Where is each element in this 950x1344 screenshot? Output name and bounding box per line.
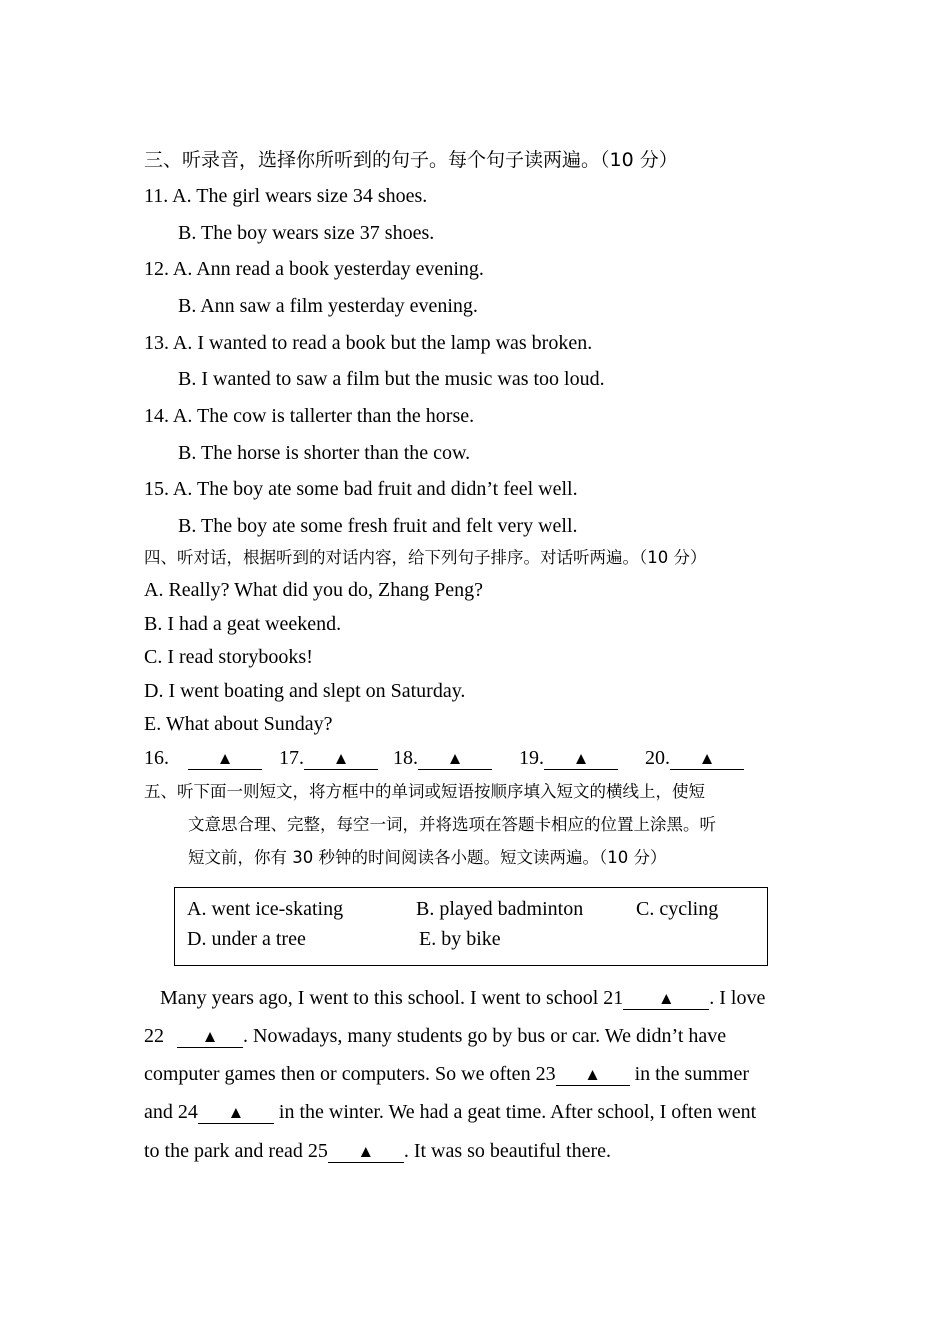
option-e: E. by bike bbox=[419, 928, 501, 950]
blank-18[interactable]: ▲ bbox=[418, 749, 492, 770]
passage-text: in the winter. We had a geat time. After school, I often went bbox=[273, 1101, 757, 1123]
blank-22[interactable]: ▲ bbox=[177, 1027, 243, 1048]
passage-text: Many years ago, I went to this school. I went to school 21 bbox=[160, 987, 624, 1009]
blank-25[interactable]: ▲ bbox=[328, 1142, 404, 1163]
blank-16-number: 16. bbox=[144, 747, 169, 769]
dialog-sentence-d: D. I went boating and slept on Saturday. bbox=[144, 680, 466, 702]
passage-line-4 bbox=[144, 1100, 756, 1124]
blank-21[interactable]: ▲ bbox=[623, 989, 709, 1010]
passage-line-5 bbox=[144, 1139, 611, 1163]
q14-option-b: B. The horse is shorter than the cow. bbox=[178, 442, 471, 464]
passage-text: and 24 bbox=[144, 1101, 198, 1123]
blank-16[interactable]: ▲ bbox=[188, 749, 262, 770]
passage-text: . It was so beautiful there. bbox=[403, 1140, 611, 1162]
section5-heading-line2: 文意思合理、完整，每空一词，并将选项在答题卡相应的位置上涂黑。听 bbox=[188, 815, 716, 834]
dialog-sentence-e: E. What about Sunday? bbox=[144, 713, 333, 735]
options-box bbox=[174, 887, 768, 966]
q12-option-a: 12. A. Ann read a book yesterday evening. bbox=[144, 258, 484, 280]
section5-heading-line3: 短文前，你有 30 秒钟的时间阅读各小题。短文读两遍。（10 分） bbox=[188, 848, 667, 867]
q14-option-a: 14. A. The cow is tallerter than the horse. bbox=[144, 405, 475, 427]
passage-text: computer games then or computers. So we often 23 bbox=[144, 1063, 556, 1085]
option-c: C. cycling bbox=[636, 898, 719, 920]
blank-17-number: 17. bbox=[279, 747, 304, 769]
q11-option-a: 11. A. The girl wears size 34 shoes. bbox=[144, 185, 428, 207]
q13-option-b: B. I wanted to saw a film but the music was too loud. bbox=[178, 368, 605, 390]
section5-heading-line1: 五、听下面一则短文，将方框中的单词或短语按顺序填入短文的横线上，使短 bbox=[144, 782, 705, 801]
passage-text: . Nowadays, many students go by bus or car. We didn’t have bbox=[243, 1025, 727, 1047]
passage-line-2 bbox=[144, 1024, 726, 1048]
blank-20-number: 20. bbox=[645, 747, 670, 769]
answer-blanks-row bbox=[144, 746, 744, 770]
passage-line-1 bbox=[160, 986, 765, 1010]
blank-20[interactable]: ▲ bbox=[670, 749, 744, 770]
option-a: A. went ice-skating bbox=[187, 898, 344, 920]
option-d: D. under a tree bbox=[187, 928, 306, 950]
passage-text: in the summer bbox=[629, 1063, 749, 1085]
blank-19[interactable]: ▲ bbox=[544, 749, 618, 770]
q13-option-a: 13. A. I wanted to read a book but the lamp was broken. bbox=[144, 332, 593, 354]
q12-option-b: B. Ann saw a film yesterday evening. bbox=[178, 295, 478, 317]
dialog-sentence-a: A. Really? What did you do, Zhang Peng? bbox=[144, 579, 484, 601]
q11-option-b: B. The boy wears size 37 shoes. bbox=[178, 222, 435, 244]
q15-option-a: 15. A. The boy ate some bad fruit and didn’t feel well. bbox=[144, 478, 578, 500]
section3-heading: 三、听录音，选择你所听到的句子。每个句子读两遍。（10 分） bbox=[144, 149, 678, 171]
passage-text: to the park and read 25 bbox=[144, 1140, 328, 1162]
blank-23[interactable]: ▲ bbox=[556, 1065, 630, 1086]
blank-18-number: 18. bbox=[393, 747, 418, 769]
passage-text: 22 bbox=[144, 1025, 169, 1047]
passage-line-3 bbox=[144, 1062, 749, 1086]
blank-24[interactable]: ▲ bbox=[198, 1103, 274, 1124]
option-b: B. played badminton bbox=[416, 898, 584, 920]
q15-option-b: B. The boy ate some fresh fruit and felt very well. bbox=[178, 515, 578, 537]
dialog-sentence-c: C. I read storybooks! bbox=[144, 646, 313, 668]
blank-19-number: 19. bbox=[519, 747, 544, 769]
passage-text: . I love bbox=[709, 987, 766, 1009]
dialog-sentence-b: B. I had a geat weekend. bbox=[144, 613, 342, 635]
blank-17[interactable]: ▲ bbox=[304, 749, 378, 770]
section4-heading: 四、听对话，根据听到的对话内容，给下列句子排序。对话听两遍。（10 分） bbox=[144, 548, 707, 567]
